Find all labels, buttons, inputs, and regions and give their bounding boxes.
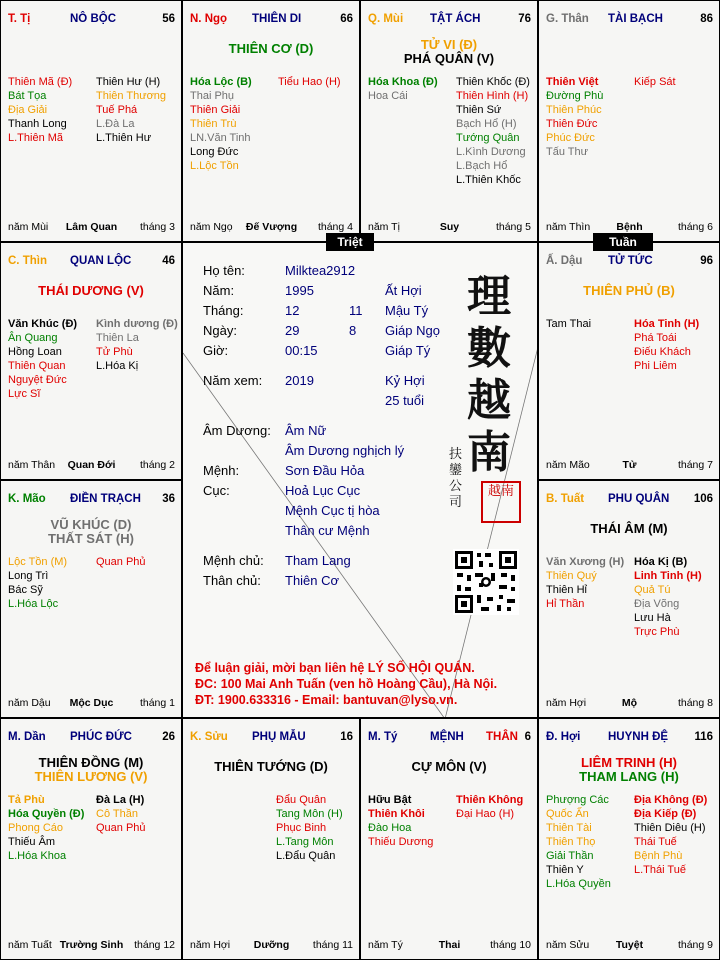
minor-stars-right [96,555,146,569]
minor-star: Thái Tuế [634,836,677,848]
amduong-label: Âm Dương: [203,423,271,438]
palace-name: PHÚC ĐỨC [70,731,132,743]
day-canchi: Giáp Ngọ [385,323,440,338]
palace-footer [368,221,531,235]
major-star: TỬ VI (Đ) [420,37,478,52]
palace-year: năm Mùi [8,221,49,233]
minor-star: Thiên Trù [190,118,237,130]
palace-year: năm Thân [8,459,56,471]
minor-star: Thiên Thương [96,90,167,102]
month-label: Tháng: [203,303,244,318]
minor-star: Kình dương (Đ) [96,318,178,330]
truong-sinh-phase: Dưỡng [253,939,290,951]
minor-star: Tiểu Hao (H) [278,76,341,88]
center-info-panel [182,242,538,718]
minor-star: L.Thiên Khốc [456,174,521,186]
qr-code-icon [453,549,519,615]
red-seal: 越南 [481,481,521,523]
minor-star: Thiên Y [546,864,584,876]
palace-name: MỆNH [430,731,464,743]
contact-line-1: Để luận giải, mời bạn liên hệ LÝ SỐ HỘI QUÁN. [195,661,475,675]
minor-star: Địa Giải [8,104,48,116]
palace-branch: K. Mão [8,493,46,505]
minor-star: Kiếp Sát [634,76,676,88]
truong-sinh-phase: Đế Vượng [245,221,298,233]
minor-star: Địa Không (Đ) [634,794,708,806]
minor-stars-left [190,75,252,173]
palace-name: THIÊN DI [252,13,302,25]
palace-cell-dau[interactable] [538,242,720,480]
minor-stars-right [96,317,178,373]
minor-star: L.Hóa Lộc [8,598,59,610]
name-label: Họ tên: [203,263,245,278]
palace-year: năm Sửu [546,939,590,951]
minor-star: Lộc Tồn (M) [8,556,68,568]
minor-star: L.Lộc Tồn [190,160,239,172]
minor-star: Đào Hoa [368,822,412,834]
minor-star: L.Đà La [96,118,135,130]
palace-month: tháng 11 [312,939,353,951]
palace-branch: B. Tuất [546,493,585,505]
minor-star: Hóa Quyền (Đ) [8,808,85,820]
minor-star: Phúc Đức [546,132,595,144]
minor-stars-right [96,793,146,835]
major-star: THIÊN CƠ (D) [228,41,314,56]
cuc-relation: Mệnh Cục tị hòa [285,503,380,518]
minor-star: Phượng Các [546,794,609,806]
view-year-label: Năm xem: [203,373,263,388]
palace-branch: M. Tý [368,731,398,743]
palace-age: 66 [340,13,353,25]
minor-star: Phong Cáo [8,822,64,834]
amduong-value: Âm Nữ [285,423,327,438]
minor-star: Long Đức [190,146,239,158]
minor-star: Thiên Đức [546,118,598,130]
palace-footer [190,939,353,953]
minor-stars-left [8,793,84,863]
palace-header [368,13,531,29]
palace-age: 56 [162,13,175,25]
palace-cell-than[interactable] [538,0,720,242]
minor-star: Thiên Hư (H) [96,76,161,88]
month-solar: 12 [285,303,300,318]
minor-star: Nguyệt Đức [8,374,67,386]
minor-star: Văn Khúc (Đ) [8,318,78,330]
menhchu-value: Tham Lang [285,553,351,568]
minor-star: Tuế Phá [96,104,138,116]
palace-header [190,731,353,747]
minor-star: Thiên Khốc (Đ) [456,76,530,88]
minor-star: Cô Thần [96,808,138,820]
view-year-canchi: Kỷ Hợi [385,373,425,388]
major-star: THAM LANG (H) [579,769,679,784]
minor-star: Hoa Cái [368,90,408,102]
palace-age: 86 [700,13,713,25]
palace-header [368,731,531,747]
minor-star: Điếu Khách [634,346,691,358]
minor-star: L.Hóa Quyền [546,878,611,890]
amduong-note: Âm Dương nghịch lý [285,443,405,458]
day-lunar: 8 [349,323,357,338]
palace-age: 6 [524,731,531,743]
minor-stars-right [456,793,523,821]
minor-star: Thanh Long [8,118,67,130]
palace-year: năm Ngọ [190,221,233,233]
minor-star: Long Trì [8,570,49,582]
truong-sinh-phase: Tử [622,459,637,471]
palace-name: TẬT ÁCH [430,13,481,25]
truong-sinh-phase: Lâm Quan [65,221,118,233]
minor-star: Thiên Khôi [368,808,425,820]
palace-cell-hoi[interactable] [538,718,720,960]
year-canchi: Ất Hợi [385,283,422,298]
minor-star: Thiên Tài [546,822,592,834]
age-text: 25 tuổi [385,393,425,408]
minor-star: Thiên Thọ [546,836,596,848]
hour-value: 00:15 [285,343,318,358]
hour-canchi: Giáp Tý [385,343,431,358]
minor-star: Thiên Hỉ [546,584,587,596]
minor-star: Hồng Loan [8,346,62,358]
palace-age: 76 [518,13,531,25]
palace-year: năm Hợi [546,697,587,709]
calligraphy-title: 理數越南 [467,271,511,478]
minor-star: Quan Phủ [96,822,146,834]
palace-month: tháng 12 [134,939,175,951]
palace-footer [8,939,175,953]
palace-year: năm Tý [368,939,403,951]
palace-year: năm Dậu [8,697,51,709]
thanchu-value: Thiên Cơ [285,573,340,588]
year-value: 1995 [285,283,314,298]
year-label: Năm: [203,283,235,298]
minor-star: Tam Thai [546,318,592,330]
minor-stars-left [8,555,67,611]
major-star: THÁI DƯƠNG (V) [38,283,144,298]
palace-header [8,493,175,509]
minor-star: Hữu Bật [368,794,412,806]
calligraphy-small: 扶鑾公司 [449,447,463,510]
minor-star: L.Đẩu Quân [276,850,336,862]
minor-stars-right [634,793,707,877]
minor-star: LN.Văn Tinh [190,132,251,144]
palace-cell-ngo[interactable] [182,0,360,242]
palace-header [8,13,175,29]
tuan-tag: Tuần [593,233,653,251]
palace-month: tháng 9 [677,939,713,951]
palace-cell-mao[interactable] [0,480,182,718]
minor-star: Đại Hao (H) [456,808,515,820]
minor-stars-left [546,75,603,159]
palace-age: 16 [340,731,353,743]
minor-star: Thiên Mã (Đ) [8,76,73,88]
palace-name: TỬ TỨC [608,255,653,267]
minor-star: L.Thiên Hư [96,132,152,144]
minor-star: L.Bạch Hổ [456,160,508,172]
minor-stars-left [368,793,433,849]
minor-star: L.Kình Dương [456,146,526,158]
day-label: Ngày: [203,323,237,338]
minor-star: Thiên Quý [546,570,597,582]
minor-star: Đà La (H) [96,794,145,806]
palace-cell-thin[interactable] [0,242,182,480]
palace-year: năm Tuất [8,939,52,951]
palace-branch: T. Tị [8,13,31,25]
minor-star: Bác Sỹ [8,584,43,596]
major-star: THÁI ÂM (M) [590,521,668,536]
truong-sinh-phase: Quan Đới [67,459,116,471]
palace-branch: G. Thân [546,13,589,25]
palace-cell-dan[interactable] [0,718,182,960]
palace-branch: Đ. Hợi [546,731,581,743]
minor-stars-left [368,75,438,103]
palace-footer [8,221,175,235]
palace-cell-ti[interactable] [0,0,182,242]
palace-month: tháng 6 [677,221,713,233]
minor-stars-right [634,75,676,89]
minor-star: Quan Phủ [96,556,146,568]
minor-stars-right [278,75,341,89]
minor-star: Thiên Phúc [546,104,602,116]
contact-address: ĐC: 100 Mai Anh Tuấn (ven hồ Hoàng Cầu), Hà Nội. [195,677,498,691]
palace-header [546,13,713,29]
major-star: THIÊN ĐỒNG (M) [38,755,144,770]
minor-star: Địa Võng [634,598,680,610]
palace-age: 106 [693,493,713,505]
minor-star: Hóa Khoa (Đ) [368,76,438,88]
month-canchi: Mậu Tý [385,303,429,318]
palace-year: năm Thìn [546,221,591,233]
minor-star: Thai Phụ [190,90,235,102]
palace-month: tháng 7 [677,459,713,471]
palace-branch: M. Dần [8,731,46,743]
minor-star: Lưu Hà [634,612,671,624]
cuc-label: Cục: [203,483,230,498]
contact-phone-email: ĐT: 1900.633316 - Email: bantuvan@lyso.vn. [195,693,458,707]
minor-star: Đường Phù [546,90,604,102]
minor-star: Bệnh Phù [634,850,683,862]
minor-star: Hóa Kị (B) [634,556,688,568]
palace-header [546,731,713,747]
minor-star: Bát Tọa [8,90,47,102]
minor-stars-right [634,555,702,639]
truong-sinh-phase: Trường Sinh [59,939,124,951]
minor-star: Phi Liêm [634,360,677,372]
menhchu-label: Mệnh chủ: [203,553,264,568]
palace-branch: N. Ngọ [190,13,228,25]
minor-star: Thiếu Âm [8,836,56,848]
minor-star: Thiên Giải [190,104,241,116]
truong-sinh-phase: Suy [439,221,460,233]
minor-star: Thiên La [96,332,139,344]
minor-star: Quả Tú [634,584,671,596]
palace-name: ĐIỀN TRẠCH [70,493,141,505]
palace-year: năm Mão [546,459,590,471]
truong-sinh-phase: Mộ [621,697,638,709]
minor-star: Linh Tinh (H) [634,570,702,582]
palace-month: tháng 10 [490,939,531,951]
minor-star: Thiên Sứ [456,104,502,116]
palace-footer [546,939,713,953]
truong-sinh-phase: Thai [438,939,461,951]
palace-footer [368,939,531,953]
menh-label: Mệnh: [203,463,240,478]
minor-star: Trực Phù [634,626,680,638]
palace-header [190,13,353,29]
minor-star: L.Hóa Kị [96,360,139,372]
palace-header [8,255,175,271]
palace-name: PHỤ MẪU [252,731,306,743]
minor-star: Tướng Quân [456,132,520,144]
major-star: THIÊN PHỦ (B) [583,283,675,298]
thanchu-label: Thân chủ: [203,573,261,588]
triet-tag: Triệt [326,233,374,251]
palace-year: năm Hợi [190,939,231,951]
minor-star: Thiên Hình (H) [456,90,529,102]
truong-sinh-phase: Bệnh [616,221,643,233]
major-star: THIÊN TƯỚNG (D) [214,759,328,774]
menh-value: Sơn Đầu Hỏa [285,463,365,478]
palace-month: tháng 2 [139,459,175,471]
minor-star: Thiên Quan [8,360,66,372]
palace-footer [546,697,713,711]
minor-star: Địa Kiếp (Đ) [634,808,697,820]
minor-stars-right [456,75,530,187]
palace-cell-mui[interactable] [360,0,538,242]
palace-cell-tuat[interactable] [538,480,720,718]
palace-month: tháng 3 [139,221,175,233]
palace-name: PHU QUÂN [608,493,670,505]
major-star: PHÁ QUÂN (V) [403,51,495,66]
name-value: Milktea2912 [285,263,356,278]
minor-star: Tang Môn (H) [276,808,343,820]
palace-month: tháng 5 [495,221,531,233]
palace-branch: Ấ. Dậu [546,255,583,267]
palace-name: HUYNH ĐỆ [608,731,669,743]
minor-stars-right [96,75,166,145]
palace-age: 96 [700,255,713,267]
minor-star: Phá Toái [634,332,677,344]
minor-star: Quốc Ấn [546,808,589,820]
palace-name: TÀI BẠCH [608,13,663,25]
minor-star: Tử Phù [96,346,133,358]
palace-footer [8,459,175,473]
minor-star: Phục Binh [276,822,327,834]
palace-name: QUAN LỘC [70,255,132,267]
minor-star: Hóa Tinh (H) [634,318,700,330]
palace-cell-ty[interactable] [360,718,538,960]
palace-age: 26 [162,731,175,743]
palace-header [546,493,713,509]
palace-age: 116 [694,731,713,743]
minor-stars-left [546,317,591,331]
month-lunar: 11 [349,303,363,318]
minor-star: Tả Phù [8,794,45,806]
minor-star: Giải Thần [546,850,594,862]
palace-branch: Q. Mùi [368,13,404,25]
minor-star: L.Thiên Mã [8,132,64,144]
palace-month: tháng 4 [317,221,353,233]
minor-stars-right [634,317,699,373]
palace-age: 36 [162,493,175,505]
minor-stars-left [546,555,624,611]
hour-label: Giờ: [203,343,229,358]
truong-sinh-phase: Tuyệt [615,939,644,951]
palace-cell-suu[interactable] [182,718,360,960]
palace-age: 46 [162,255,175,267]
minor-star: Hỉ Thần [546,598,585,610]
truong-sinh-phase: Mộc Dục [69,697,114,709]
palace-header [8,731,175,747]
minor-star: L.Hóa Khoa [8,850,67,862]
cuc-value: Hoả Lục Cục [285,483,361,498]
palace-header [546,255,713,271]
minor-star: Thiên Không [456,794,524,806]
palace-month: tháng 1 [139,697,175,709]
minor-stars-left [8,317,77,401]
palace-year: năm Tị [368,221,400,233]
major-star: THẤT SÁT (H) [48,531,134,546]
minor-star: L.Tang Môn [276,836,334,848]
minor-star: Thiếu Dương [368,836,434,848]
minor-star: Bạch Hổ (H) [456,118,517,130]
palace-than-marker: THÂN [486,731,518,743]
minor-star: Đẩu Quân [276,794,327,806]
minor-star: Thiên Diêu (H) [634,822,706,834]
minor-star: Tấu Thư [546,146,589,158]
palace-branch: C. Thìn [8,255,47,267]
major-star: CỰ MÔN (V) [411,759,487,774]
palace-footer [8,697,175,711]
minor-star: Lực Sĩ [8,388,41,400]
day-solar: 29 [285,323,300,338]
palace-name: NÔ BỘC [70,13,116,25]
view-year-value: 2019 [285,373,314,388]
minor-stars-right [276,793,343,863]
major-star: VŨ KHÚC (D) [50,517,132,532]
minor-star: Thiên Việt [546,76,599,88]
minor-star: Văn Xương (H) [546,556,625,568]
than-position: Thân cư Mệnh [285,523,370,538]
minor-star: L.Thái Tuế [634,864,686,876]
minor-stars-left [546,793,611,891]
palace-footer [546,459,713,473]
major-star: LIÊM TRINH (H) [580,755,678,770]
minor-stars-left [8,75,72,145]
minor-star: Ân Quang [8,332,58,344]
minor-star: Hóa Lộc (B) [190,76,252,88]
palace-branch: K. Sửu [190,731,228,743]
palace-month: tháng 8 [677,697,713,709]
major-star: THIÊN LƯƠNG (V) [34,769,148,784]
